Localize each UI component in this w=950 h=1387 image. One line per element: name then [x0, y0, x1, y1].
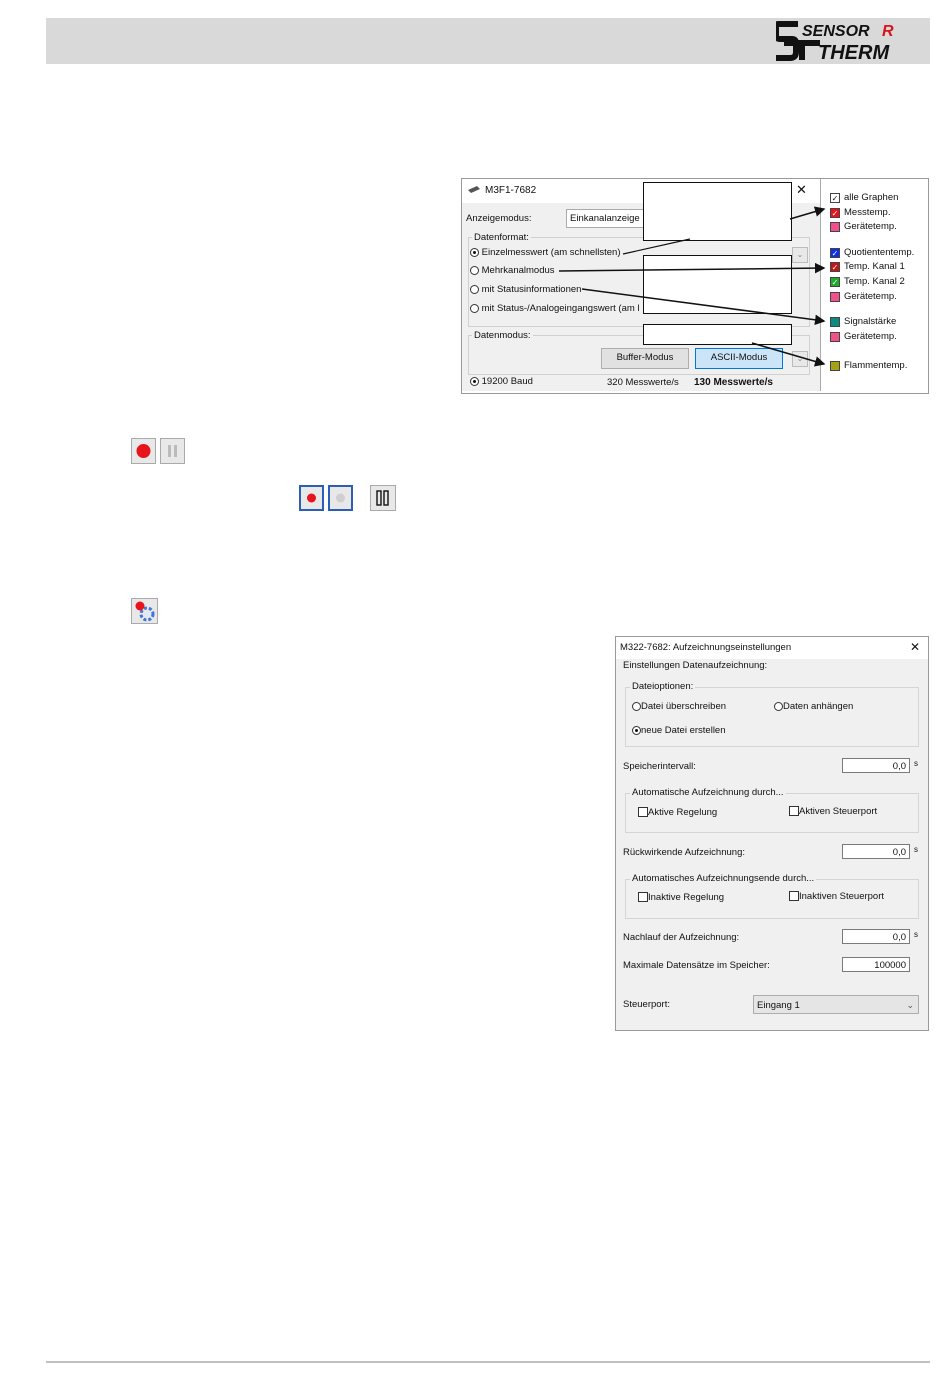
logo-line2: THERM: [818, 42, 890, 64]
legend-label: Messtemp.: [844, 207, 891, 218]
ascii-mode-button[interactable]: ASCII-Modus: [695, 348, 783, 369]
pause-icon: [371, 486, 395, 510]
record-icon: [301, 487, 322, 509]
steuerport-value: Eingang 1: [757, 1000, 800, 1011]
radio-icon: [632, 702, 641, 711]
nachlauf-label: Nachlauf der Aufzeichnung:: [623, 932, 740, 943]
close-icon[interactable]: ✕: [910, 640, 921, 654]
option-label: Datei überschreiben: [641, 701, 727, 712]
chevron-down-icon[interactable]: ⌄: [792, 351, 808, 367]
legend-label: Gerätetemp.: [844, 221, 897, 232]
unit-label: s: [914, 845, 918, 854]
checkbox-icon: [789, 806, 799, 816]
option-new-file[interactable]: [632, 725, 726, 736]
radio-selected-icon: [632, 726, 641, 735]
record-icon: [132, 439, 155, 463]
color-swatch-icon: ✓: [831, 262, 839, 272]
annotation-arrows: [462, 179, 928, 393]
max-datensaetze-input[interactable]: 100000: [842, 957, 910, 972]
baud-label: 19200 Baud: [481, 376, 533, 387]
legend-label: Temp. Kanal 2: [844, 276, 905, 287]
legend-label: Quotiententemp.: [844, 247, 915, 258]
section-title: Einstellungen Datenaufzeichnung:: [623, 660, 768, 671]
footer-line: [46, 1361, 930, 1363]
option-label: neue Datei erstellen: [641, 725, 726, 736]
checkbox-icon: [638, 892, 648, 902]
checkbox-icon: [789, 891, 799, 901]
buffer-mode-button[interactable]: Buffer-Modus: [601, 348, 689, 369]
logo-line1: SENSOR: [802, 23, 870, 40]
pause-active-button[interactable]: [370, 485, 396, 511]
dateioptionen-label: Dateioptionen:: [632, 681, 694, 692]
aktiven-steuerport-checkbox[interactable]: [789, 806, 877, 817]
sensortherm-logo: [776, 18, 926, 64]
option-overwrite[interactable]: [632, 701, 726, 712]
dateioptionen-group: [625, 687, 919, 747]
unit-label: s: [914, 759, 918, 768]
steuerport-label: Steuerport:: [623, 999, 670, 1010]
checkbox-icon: [638, 807, 648, 817]
recording-settings-button[interactable]: [131, 598, 158, 624]
chevron-down-icon[interactable]: ⌄: [792, 247, 808, 263]
record-active-button[interactable]: [299, 485, 324, 511]
option-label: mit Statusinformationen: [481, 284, 582, 295]
record-button[interactable]: [131, 438, 156, 464]
option-label: Einzelmesswert (am schnellsten): [481, 247, 621, 258]
speicherintervall-input[interactable]: 0,0: [842, 758, 910, 773]
unit-label: s: [914, 930, 918, 939]
rueckwirkend-input[interactable]: 0,0: [842, 844, 910, 859]
data-format-screenshot: [461, 178, 929, 394]
window-title: M3F1-7682: [485, 185, 537, 196]
rate-buffer: 320 Messwerte/s: [607, 377, 679, 388]
datenformat-label: Datenformat:: [474, 232, 529, 243]
dialog-titlebar: [616, 637, 928, 659]
chevron-down-icon: ⌄: [906, 1000, 914, 1010]
checkbox-label: Inaktive Regelung: [648, 892, 725, 903]
record-settings-icon: [132, 599, 157, 623]
checkbox-checked-icon: ✓: [831, 193, 839, 203]
aktive-regelung-checkbox[interactable]: [638, 807, 717, 818]
speicherintervall-label: Speicherintervall:: [623, 761, 696, 772]
color-swatch-icon: ✓: [831, 248, 839, 258]
legend-label: Gerätetemp.: [844, 291, 897, 302]
steuerport-select[interactable]: [753, 995, 919, 1014]
option-label: Mehrkanalmodus: [481, 265, 555, 276]
anzeigemodus-value: Einkanalanzeige: [570, 213, 640, 224]
record-inactive-button[interactable]: [328, 485, 353, 511]
auto-end-label: Automatisches Aufzeichnungsende durch...: [632, 873, 815, 884]
color-swatch-icon: ✓: [831, 277, 839, 287]
option-append[interactable]: [774, 701, 853, 712]
record-disabled-icon: [330, 487, 351, 509]
anzeigemodus-label: Anzeigemodus:: [466, 213, 532, 224]
dialog-title: M322-7682: Aufzeichnungseinstellungen: [620, 642, 792, 653]
pause-button[interactable]: [160, 438, 185, 464]
auto-start-label: Automatische Aufzeichnung durch...: [632, 787, 784, 798]
inaktiven-steuerport-checkbox[interactable]: [789, 891, 884, 902]
legend-label: Temp. Kanal 1: [844, 261, 905, 272]
checkbox-label: Inaktiven Steuerport: [799, 891, 885, 902]
radio-icon: [774, 702, 783, 711]
svg-text:R: R: [882, 23, 894, 40]
checkbox-label: Aktive Regelung: [648, 807, 718, 818]
legend-label: Flammentemp.: [844, 360, 908, 371]
inaktive-regelung-checkbox[interactable]: [638, 892, 724, 903]
max-datensaetze-label: Maximale Datensätze im Speicher:: [623, 960, 770, 971]
option-label: Daten anhängen: [783, 701, 854, 712]
option-label: mit Status-/Analogeingangswert (am l: [481, 303, 640, 314]
legend-label: Gerätetemp.: [844, 331, 897, 342]
rueckwirkend-label: Rückwirkende Aufzeichnung:: [623, 847, 745, 858]
color-swatch-icon: ✓: [831, 208, 839, 218]
pause-icon: [161, 439, 184, 463]
legend-label: Signalstärke: [844, 316, 897, 327]
legend-label: alle Graphen: [844, 192, 899, 203]
datenmodus-label: Datenmodus:: [474, 330, 531, 341]
recording-settings-dialog: [615, 636, 929, 1031]
checkbox-label: Aktiven Steuerport: [799, 806, 878, 817]
close-icon[interactable]: ✕: [796, 182, 807, 197]
rate-ascii: 130 Messwerte/s: [694, 377, 773, 388]
nachlauf-input[interactable]: 0,0: [842, 929, 910, 944]
